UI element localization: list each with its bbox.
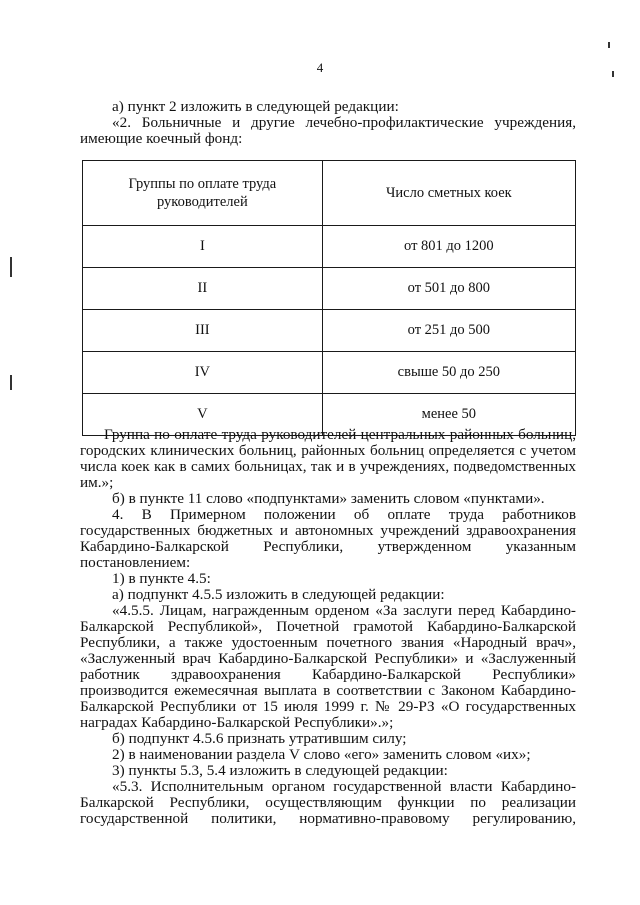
paragraph-section-v: 2) в наименовании раздела V слово «его» заменить словом «их»; bbox=[112, 746, 531, 763]
header-groups-label: Группы по оплате труда руководителей bbox=[128, 176, 277, 210]
table-cell-group: IV bbox=[83, 352, 323, 394]
table-cell-group: V bbox=[83, 394, 323, 436]
table-cell-beds: от 801 до 1200 bbox=[322, 226, 575, 268]
intro-line-b: «2. Больничные и другие лечебно-профилактические учреждения, имеющие коечный фонд: bbox=[80, 114, 576, 147]
table-row bbox=[83, 310, 576, 352]
paragraph-subpoint-4-5-5: а) подпункт 4.5.5 изложить в следующей редакции: bbox=[112, 586, 445, 603]
paragraph-points-5-3-5-4: 3) пункты 5.3, 5.4 изложить в следующей редакции: bbox=[112, 762, 448, 779]
table-cell-beds: свыше 50 до 250 bbox=[322, 352, 575, 394]
intro-block bbox=[80, 99, 576, 147]
paragraph-4-5-5-text: «4.5.5. Лицам, награжденным орденом «За заслуги перед Кабардино-Балкарской Республикой», Почетной грамотой Кабардино-Балкарской Республики, а также удостоенным почетного звания «Народный врач», «Заслуженный врач Кабардино-Балкарской Республики» и «Заслуженный работник здравоохранения Кабардино-Балкарской Республики» производится ежемесячная выплата в соответствии с Законом Кабардино-Балкарской Республики от 15 июля 1999 г. № 29-РЗ «О государственных наградах Кабардино-Балкарской Республики».»; bbox=[80, 602, 576, 731]
paragraph-groups-note: Группа по оплате труда руководителей центральных районных больниц, городских клинических больниц, районных больниц определяется с учетом числа коек как в самих больницах, так и в учреждениях, подведомственных им.»; bbox=[80, 426, 576, 491]
table-cell-beds: от 501 до 800 bbox=[322, 268, 575, 310]
table-cell-group: II bbox=[83, 268, 323, 310]
table-cell-group: III bbox=[83, 310, 323, 352]
paragraph-point-11: б) в пункте 11 слово «подпунктами» заменить словом «пунктами». bbox=[112, 490, 545, 507]
scan-mark-left-upper bbox=[10, 257, 12, 277]
header-beds-label: Число сметных коек bbox=[386, 185, 512, 201]
paragraph-5-3-text: «5.3. Исполнительным органом государственной власти Кабардино-Балкарской Республики, осуществляющим функции по реализации государственной политики, нормативно-правовому регулированию, bbox=[80, 778, 576, 827]
paragraph-subpoint-4-5-6: б) подпункт 4.5.6 признать утратившим силу; bbox=[112, 730, 407, 747]
table-cell-beds: от 251 до 500 bbox=[322, 310, 575, 352]
page-number: 4 bbox=[316, 60, 324, 75]
table-header-row bbox=[83, 161, 576, 226]
paragraph-point-4-5: 1) в пункте 4.5: bbox=[112, 570, 211, 587]
scan-mark-right-lower bbox=[612, 71, 614, 77]
intro-line-a: а) пункт 2 изложить в следующей редакции: bbox=[112, 98, 399, 115]
table-header-cell bbox=[322, 161, 575, 226]
table-cell-group: I bbox=[83, 226, 323, 268]
body-block bbox=[80, 427, 576, 827]
table-cell-beds: менее 50 bbox=[322, 394, 575, 436]
scan-mark-right-upper bbox=[608, 42, 610, 48]
scan-mark-left-lower bbox=[10, 375, 12, 390]
paragraph-section-4: 4. В Примерном положении об оплате труда работников государственных бюджетных и автономных учреждений здравоохранения Кабардино-Балкарской Республики, утвержденном указанным постановлением: bbox=[80, 506, 576, 571]
groups-table bbox=[82, 160, 576, 436]
table-row bbox=[83, 268, 576, 310]
table-row bbox=[83, 226, 576, 268]
table-header-cell bbox=[83, 161, 323, 226]
table-row bbox=[83, 352, 576, 394]
